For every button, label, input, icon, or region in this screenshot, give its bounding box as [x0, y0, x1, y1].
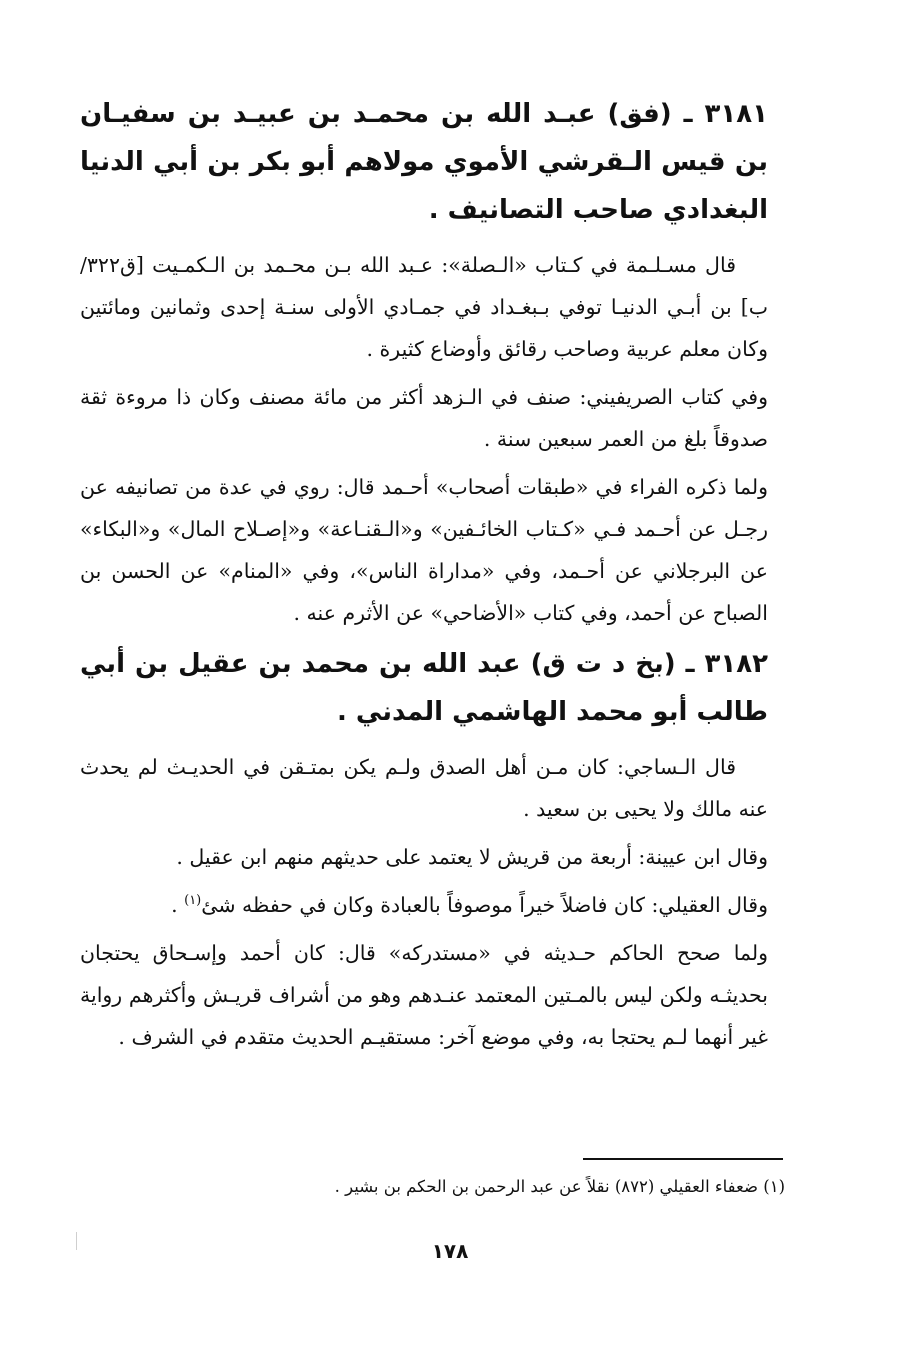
entry-3181 — [80, 90, 768, 634]
entry-heading: ٣١٨١ ـ (فق) عبـد الله بن محمـد بن عبيـد بن سفيـان بن قيس الـقرشي الأموي مولاهم أبو بكر بن أبي الدنيا البغدادي صاحب التصانيف . — [80, 99, 768, 225]
paragraph: ولما صحح الحاكم حـديثه في «مستدركه» قال: كان أحمد وإسـحاق يحتجان بحديثـه ولكن ليس بالمـتين المعتمد عنـدهم وهو من أشراف قريـش وأكثرهم رواية غير أنهما لـم يحتجا به، وفي موضع آخر: مستقيـم الحديث متقدم في الشرف . — [80, 941, 768, 1049]
entry-heading: ٣١٨٢ ـ (بخ د ت ق) عبد الله بن محمد بن عقيل بن أبي طالب أبو محمد الهاشمي المدني . — [80, 649, 768, 727]
footnote: (١) ضعفاء العقيلي (٨٧٢) نقلاً عن عبد الرحمن بن الحكم بن بشير . — [334, 1177, 785, 1196]
paragraph: وقال ابن عيينة: أربعة من قريش لا يعتمد على حديثهم منهم ابن عقيل . — [176, 845, 768, 869]
paragraph: ولما ذكره الفراء في «طبقات أصحاب» أحـمد قال: روي في عدة من تصانيفه عن رجـل عن أحـمد فـي «كـتاب الخائـفين» و«الـقنـاعة» و«إصـلاح المال» و«البكاء» عن البرجلاني عن أحـمد، وفي «مداراة الناس»، وفي «المنام» عن الحسن بن الصباح عن أحمد، وفي كتاب «الأضاحي» عن الأثرم عنه . — [80, 475, 768, 625]
paragraph: وفي كتاب الصريفيني: صنف في الـزهد أكثر من مائة مصنف وكان ذا مروءة ثقة صدوقاً بلغ من العمر سبعين سنة . — [80, 385, 768, 451]
paragraph: قال مسـلـمة في كـتاب «الـصلة»: عـبد الله بـن محـمد بن الـكمـيت [ق٣٢٢/ب] بن أبـي الدنيـا توفي بـبغـداد في جمـادي الأولى سنـة إحدى وثمانين ومائتين وكان معلم عربية وصاحب رقائق وأوضاع كثيرة . — [80, 253, 768, 361]
page-body — [80, 90, 768, 1064]
footnote-divider — [583, 1158, 783, 1160]
paragraph: قال الـساجي: كان مـن أهل الصدق ولـم يكن بمتـقن في الحديـث لم يحدث عنه مالك ولا يحيى بن سعيد . — [80, 755, 768, 821]
entry-3182 — [80, 640, 768, 1058]
paragraph-end: . — [171, 893, 185, 917]
page-number: ١٧٨ — [431, 1239, 469, 1263]
footnote-reference[interactable]: (١) — [184, 893, 202, 909]
paragraph-text: وقال العقيلي: كان فاضلاً خيراً موصوفاً بالعبادة وكان في حفظه شئ — [201, 893, 768, 917]
paragraph-with-footnote — [80, 884, 768, 926]
